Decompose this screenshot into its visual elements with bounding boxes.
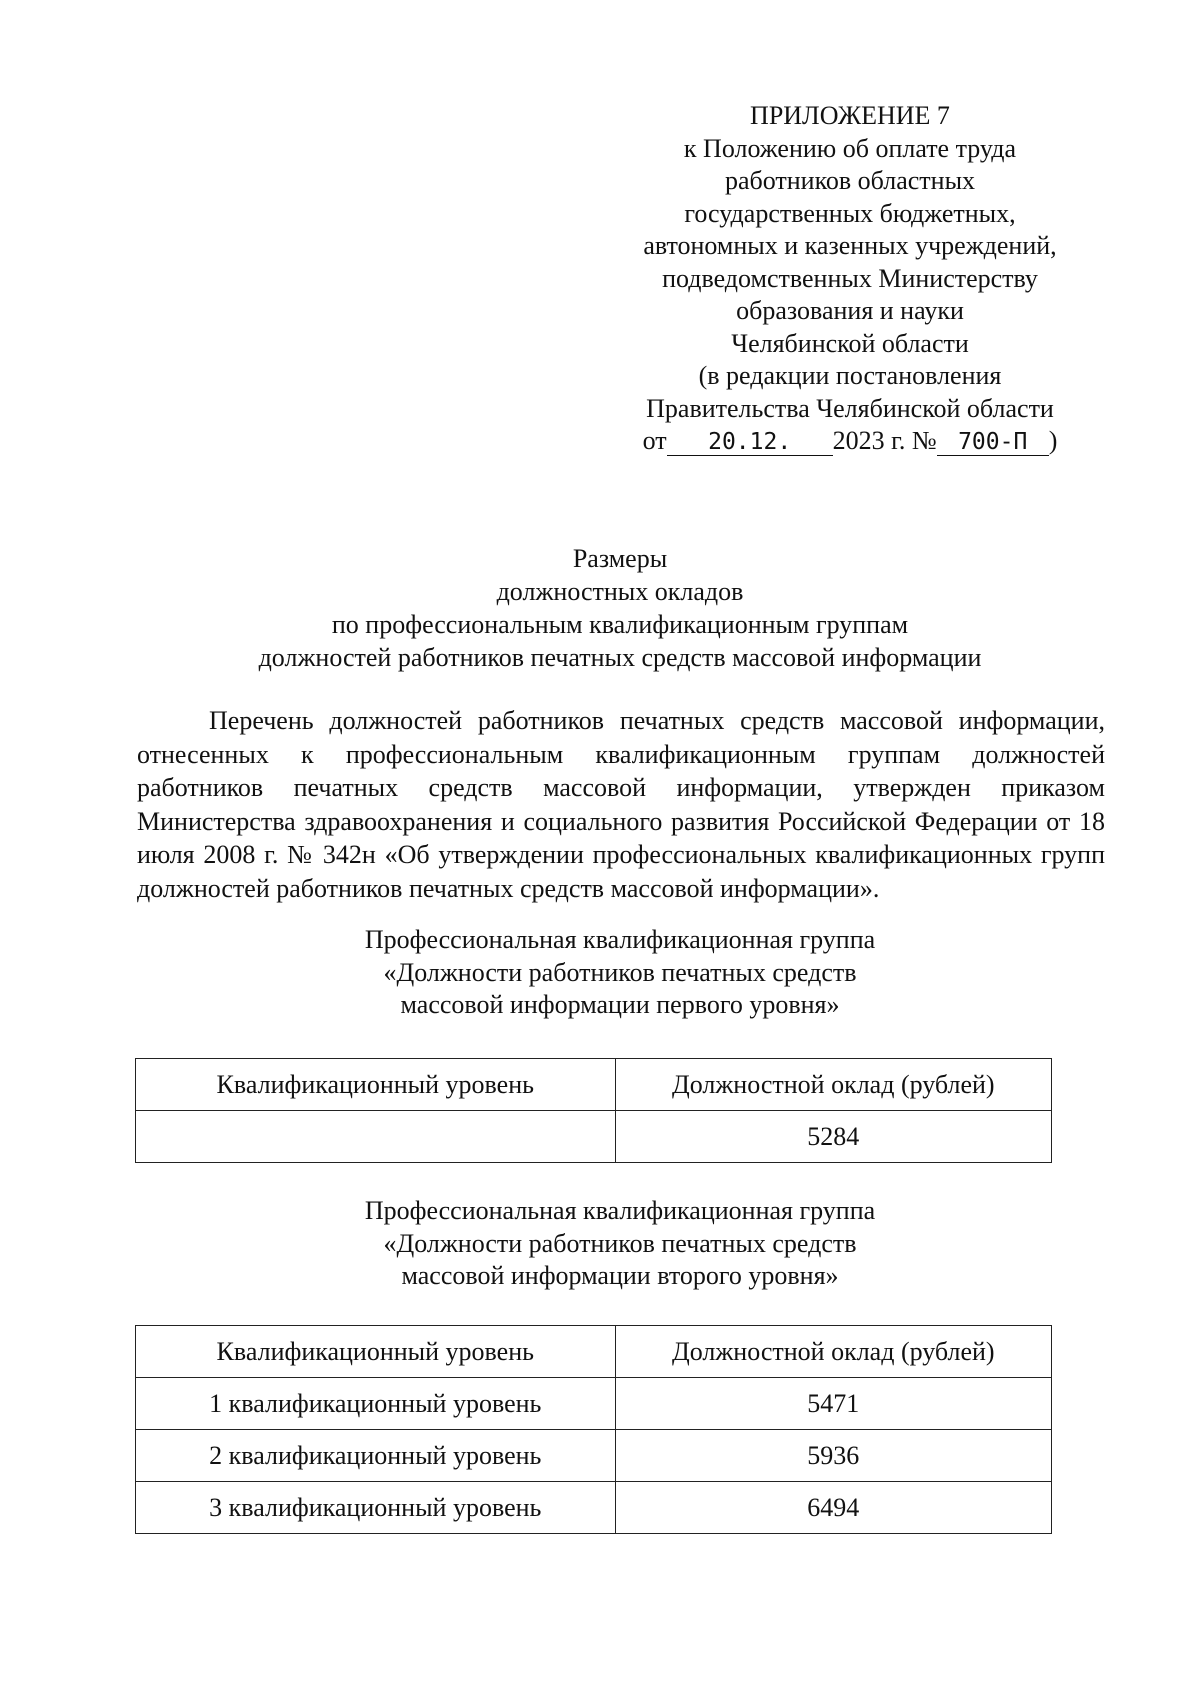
cell-level: 2 квалификационный уровень: [136, 1430, 616, 1482]
table-row: [136, 1482, 1052, 1534]
appendix-line: Правительства Челябинской области: [646, 393, 1054, 423]
cell-salary: 5936: [615, 1430, 1051, 1482]
header-salary: Должностной оклад (рублей): [615, 1326, 1051, 1378]
title-line: должностных окладов: [496, 577, 744, 606]
cell-level: [136, 1111, 616, 1163]
table-row: [136, 1430, 1052, 1482]
title-line: должностей работников печатных средств массовой информации: [258, 643, 982, 672]
salary-table-second-level: [135, 1325, 1052, 1534]
resolution-date: 20.12.: [667, 429, 833, 456]
group-heading-line: массовой информации второго уровня»: [401, 1261, 839, 1290]
group-heading-second-level: [300, 1195, 940, 1293]
cell-level: 1 квалификационный уровень: [136, 1378, 616, 1430]
appendix-line: государственных бюджетных,: [684, 198, 1016, 228]
appendix-line: подведомственных Министерству: [662, 263, 1038, 293]
document-title: [130, 542, 1110, 674]
group-heading-line: Профессиональная квалификационная группа: [364, 1196, 876, 1225]
header-qualification-level: Квалификационный уровень: [136, 1326, 616, 1378]
table-header-row: [136, 1059, 1052, 1111]
group-heading-line: «Должности работников печатных средств: [383, 957, 857, 987]
salary-table-first-level: [135, 1058, 1052, 1163]
appendix-line: к Положению об оплате труда: [683, 133, 1017, 163]
title-line: Размеры: [572, 544, 668, 573]
resolution-date-line: [600, 425, 1100, 458]
closing-paren: ): [1048, 426, 1058, 455]
appendix-line: (в редакции постановления: [698, 361, 1002, 390]
group-heading-line: «Должности работников печатных средств: [383, 1228, 857, 1258]
table-row: [136, 1378, 1052, 1430]
appendix-line: автономных и казенных учреждений,: [643, 231, 1057, 260]
cell-salary: 5471: [615, 1378, 1051, 1430]
cell-salary: 5284: [615, 1111, 1051, 1163]
title-line: по профессиональным квалификационным группам: [331, 610, 909, 639]
date-prefix: от: [642, 426, 667, 455]
table-row: [136, 1111, 1052, 1163]
year-text: 2023 г. №: [832, 426, 937, 455]
appendix-header: [600, 100, 1100, 458]
header-salary: Должностной оклад (рублей): [615, 1059, 1051, 1111]
appendix-line: образования и науки: [736, 296, 964, 325]
cell-level: 3 квалификационный уровень: [136, 1482, 616, 1534]
group-heading-first-level: [300, 924, 940, 1022]
cell-salary: 6494: [615, 1482, 1051, 1534]
group-heading-line: массовой информации первого уровня»: [400, 990, 840, 1019]
header-qualification-level: Квалификационный уровень: [136, 1059, 616, 1111]
appendix-line: работников областных: [724, 166, 976, 195]
appendix-line: Челябинской области: [731, 328, 969, 358]
table-header-row: [136, 1326, 1052, 1378]
resolution-number: 700-П: [937, 429, 1049, 456]
group-heading-line: Профессиональная квалификационная группа: [364, 925, 876, 954]
appendix-title: ПРИЛОЖЕНИЕ 7: [750, 101, 950, 130]
intro-paragraph: Перечень должностей работников печатных средств массовой информации, отнесенных к профессиональным квалификационным группам должностей работников печатных средств массовой информации, утвержден приказом Министерства здравоохранения и социального развития Российской Федерации от 18 июля 2008 г. № 342н «Об утверждении профессиональных квалификационных групп должностей работников печатных средств массовой информации».: [137, 706, 1105, 903]
